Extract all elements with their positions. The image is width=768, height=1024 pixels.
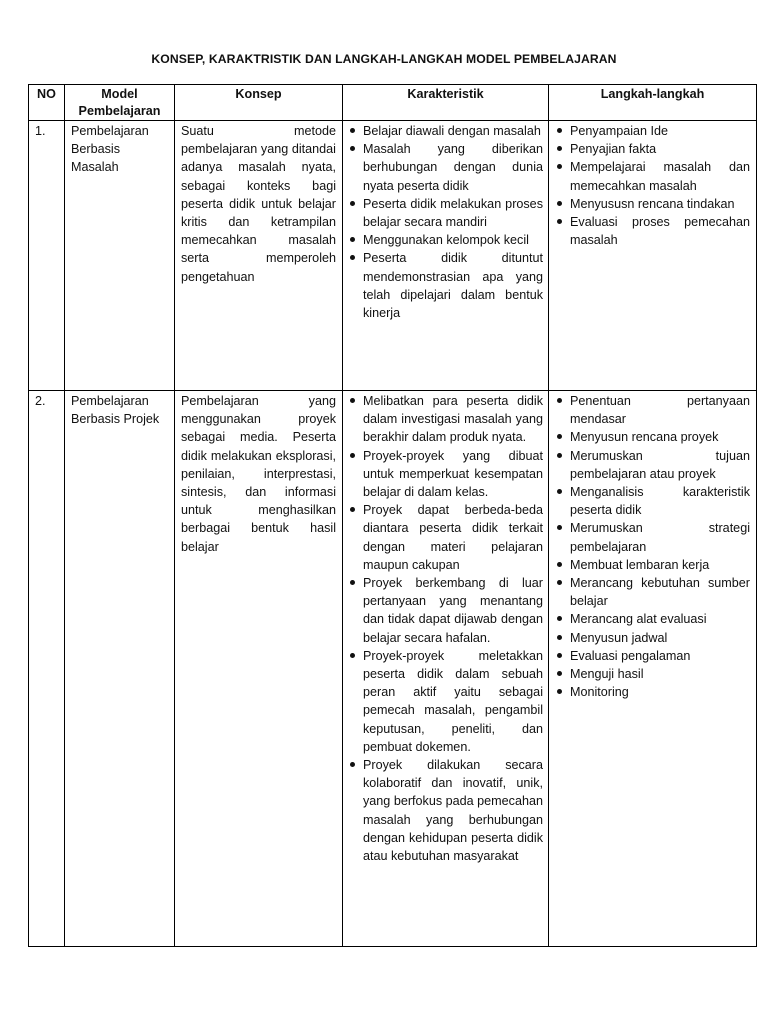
list-item: Penyampaian Ide xyxy=(555,122,750,140)
header-konsep: Konsep xyxy=(175,85,343,121)
model-name: Pembelajaran Berbasis Projek xyxy=(65,391,175,947)
table-row xyxy=(29,391,757,947)
list-item: Merumuskan strategi pembelajaran xyxy=(555,519,750,555)
karakteristik-list xyxy=(348,392,543,865)
list-item: Menyusun rencana proyek xyxy=(555,428,750,446)
karakteristik-list xyxy=(348,122,543,322)
langkah-list xyxy=(555,392,750,701)
list-item: Membuat lembaran kerja xyxy=(555,556,750,574)
page-title: KONSEP, KARAKTRISTIK DAN LANGKAH-LANGKAH MODEL PEMBELAJARAN xyxy=(151,52,617,66)
header-langkah: Langkah-langkah xyxy=(549,85,757,121)
langkah-cell xyxy=(549,391,757,947)
row-number: 1. xyxy=(29,121,65,391)
list-item: Menganalisis karakteristik peserta didik xyxy=(555,483,750,519)
row-number: 2. xyxy=(29,391,65,947)
list-item: Evaluasi proses pemecahan masalah xyxy=(555,213,750,249)
list-item: Merumuskan tujuan pembelajaran atau proyek xyxy=(555,447,750,483)
list-item: Proyek-proyek yang dibuat untuk memperkuat kesempatan belajar di dalam kelas. xyxy=(348,447,543,502)
list-item: Masalah yang diberikan berhubungan dengan dunia nyata peserta didik xyxy=(348,140,543,195)
langkah-cell xyxy=(549,121,757,391)
list-item: Penyajian fakta xyxy=(555,140,750,158)
list-item: Menguji hasil xyxy=(555,665,750,683)
list-item: Melibatkan para peserta didik dalam investigasi masalah yang berakhir dalam produk nyata. xyxy=(348,392,543,447)
list-item: Evaluasi pengalaman xyxy=(555,647,750,665)
header-model: Model Pembelajaran xyxy=(65,85,175,121)
list-item: Proyek berkembang di luar pertanyaan yang menantang dan tidak dapat dijawab dengan belajar secara hafalan. xyxy=(348,574,543,647)
table-header-row xyxy=(29,85,757,121)
list-item: Peserta didik dituntut mendemonstrasian apa yang telah dipelajari dalam bentuk kinerja xyxy=(348,249,543,322)
karakteristik-cell xyxy=(343,391,549,947)
model-name: Pembelajaran Berbasis Masalah xyxy=(65,121,175,391)
list-item: Belajar diawali dengan masalah xyxy=(348,122,543,140)
list-item: Menggunakan kelompok kecil xyxy=(348,231,543,249)
header-no: NO xyxy=(29,85,65,121)
list-item: Peserta didik melakukan proses belajar secara mandiri xyxy=(348,195,543,231)
list-item: Merancang alat evaluasi xyxy=(555,610,750,628)
konsep-text: Pembelajaran yang menggunakan proyek sebagai media. Peserta didik melakukan eksplorasi, penilaian, interprestasi, sintesis, dan informasi untuk menghasilkan berbagai bentuk hasil belajar xyxy=(175,391,343,947)
learning-models-table xyxy=(28,84,757,947)
list-item: Mempelajarai masalah dan memecahkan masalah xyxy=(555,158,750,194)
list-item: Merancang kebutuhan sumber belajar xyxy=(555,574,750,610)
list-item: Monitoring xyxy=(555,683,750,701)
list-item: Menyususn rencana tindakan xyxy=(555,195,750,213)
header-karakteristik: Karakteristik xyxy=(343,85,549,121)
langkah-list xyxy=(555,122,750,249)
list-item: Proyek-proyek meletakkan peserta didik dalam sebuah peran aktif yaitu sebagai pemecah masalah, pengambil keputusan, peneliti, dan pembuat dokemen. xyxy=(348,647,543,756)
list-item: Proyek dilakukan secara kolaboratif dan inovatif, unik, yang berfokus pada pemecahan masalah yang berhubungan dengan kehidupan peserta didik atau kebutuhan masyarakat xyxy=(348,756,543,865)
konsep-text: Suatu metode pembelajaran yang ditandai adanya masalah nyata, sebagai konteks bagi peserta didik untuk belajar kritis dan ketrampilan memecahkan masalah serta memperoleh pengetahuan xyxy=(175,121,343,391)
list-item: Penentuan pertanyaan mendasar xyxy=(555,392,750,428)
karakteristik-cell xyxy=(343,121,549,391)
table-row xyxy=(29,121,757,391)
list-item: Menyusun jadwal xyxy=(555,629,750,647)
list-item: Proyek dapat berbeda-beda diantara peserta didik terkait dengan materi pelajaran maupun cakupan xyxy=(348,501,543,574)
